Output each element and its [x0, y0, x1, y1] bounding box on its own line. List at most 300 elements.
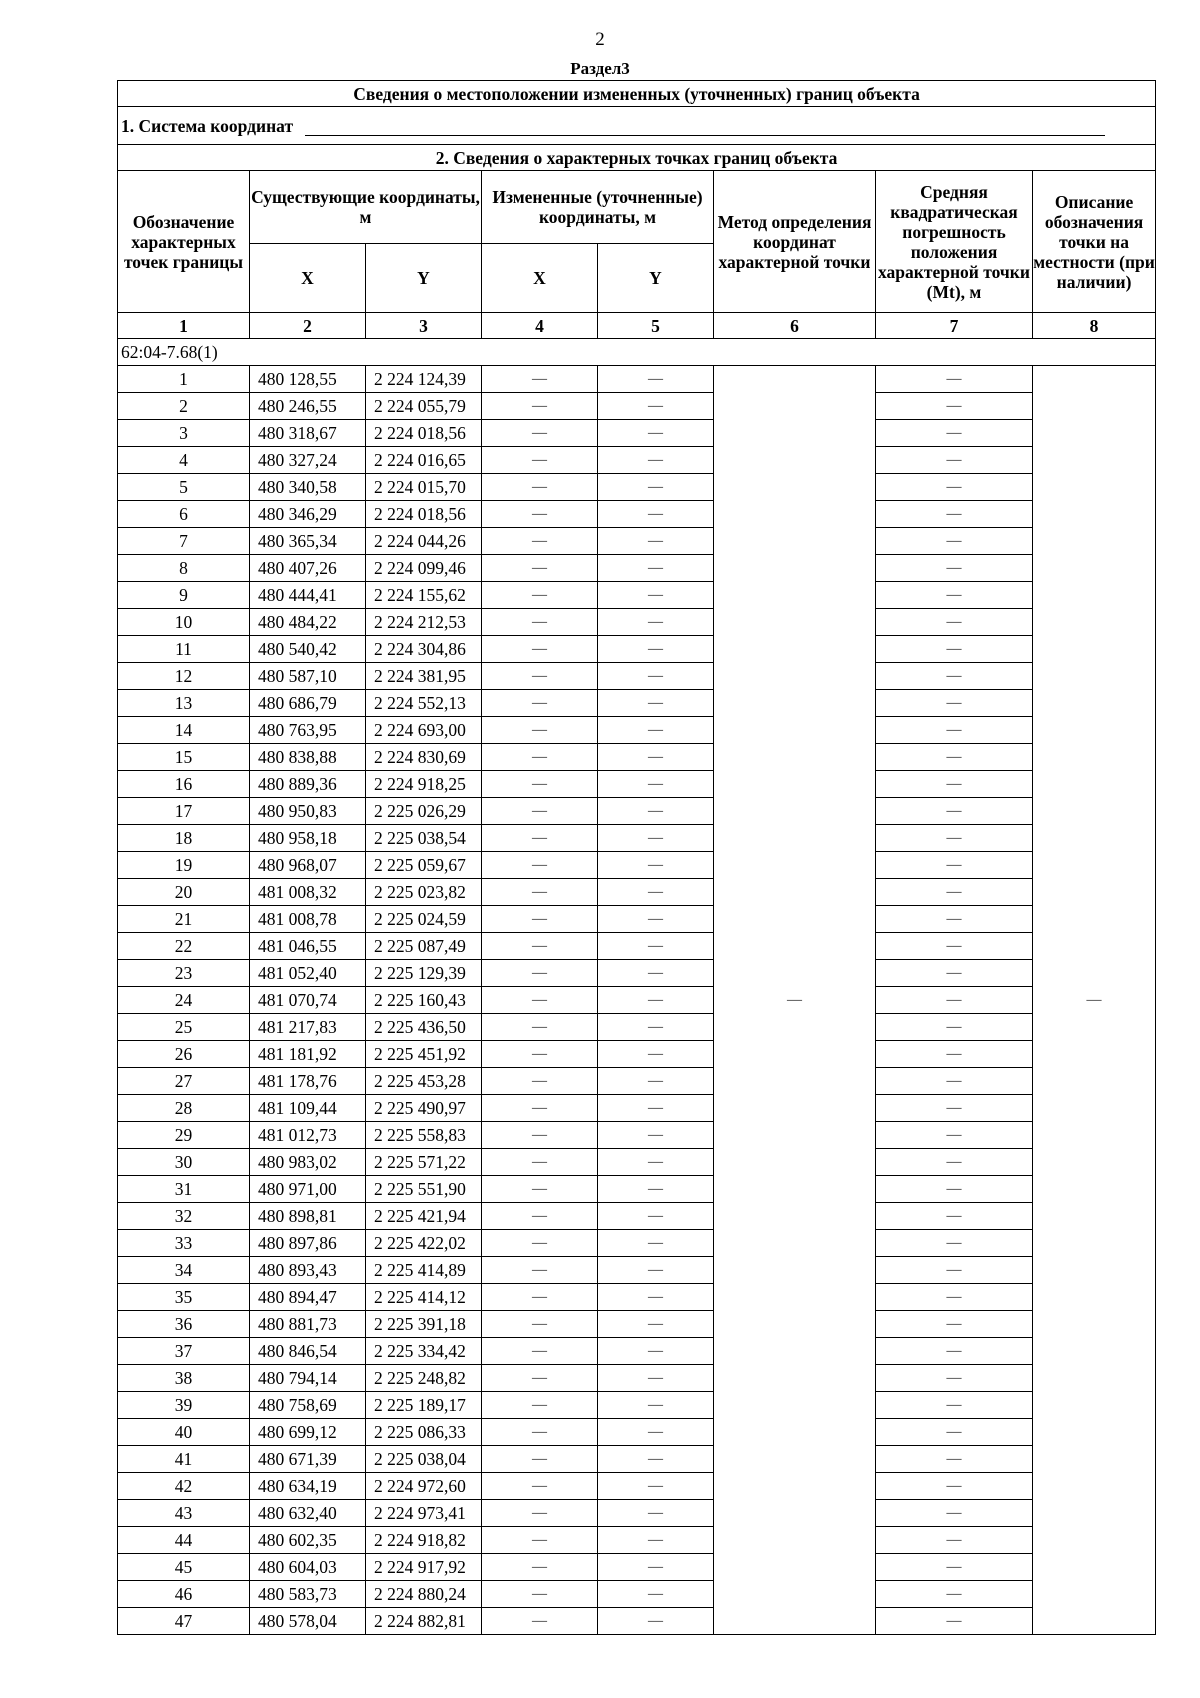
- changed-x-value: —: [482, 1581, 598, 1608]
- changed-y-value: —: [598, 366, 714, 393]
- point-number: 8: [118, 555, 250, 582]
- existing-x-value: 480 246,55: [250, 393, 366, 420]
- existing-y-value: 2 225 558,83: [366, 1122, 482, 1149]
- header-existing-x: X: [250, 244, 366, 313]
- changed-y-value: —: [598, 1176, 714, 1203]
- point-number: 27: [118, 1068, 250, 1095]
- point-number: 30: [118, 1149, 250, 1176]
- existing-y-value: 2 225 087,49: [366, 933, 482, 960]
- changed-x-value: —: [482, 366, 598, 393]
- point-number: 11: [118, 636, 250, 663]
- error-value: —: [876, 852, 1033, 879]
- table-row: [118, 1554, 1156, 1581]
- changed-y-value: —: [598, 1014, 714, 1041]
- existing-y-value: 2 225 038,04: [366, 1446, 482, 1473]
- points-section-title: 2. Сведения о характерных точках границ объекта: [118, 145, 1156, 171]
- point-number: 31: [118, 1176, 250, 1203]
- error-value: —: [876, 1392, 1033, 1419]
- changed-x-value: —: [482, 1257, 598, 1284]
- boundary-points-table: [117, 80, 1156, 1635]
- header-changed-x: X: [482, 244, 598, 313]
- error-value: —: [876, 555, 1033, 582]
- existing-x-value: 481 178,76: [250, 1068, 366, 1095]
- changed-y-value: —: [598, 582, 714, 609]
- existing-y-value: 2 224 693,00: [366, 717, 482, 744]
- coordinate-system-row: [118, 107, 1156, 145]
- changed-x-value: —: [482, 1446, 598, 1473]
- changed-y-value: —: [598, 1473, 714, 1500]
- page-number: 2: [595, 29, 605, 50]
- changed-x-value: —: [482, 1176, 598, 1203]
- error-value: —: [876, 879, 1033, 906]
- existing-x-value: 480 950,83: [250, 798, 366, 825]
- header-changed-y: Y: [598, 244, 714, 313]
- table-row: [118, 1446, 1156, 1473]
- existing-y-value: 2 225 248,82: [366, 1365, 482, 1392]
- point-number: 25: [118, 1014, 250, 1041]
- existing-y-value: 2 225 189,17: [366, 1392, 482, 1419]
- table-row: [118, 1095, 1156, 1122]
- changed-y-value: —: [598, 1527, 714, 1554]
- existing-x-value: 481 070,74: [250, 987, 366, 1014]
- existing-x-value: 480 587,10: [250, 663, 366, 690]
- existing-x-value: 480 407,26: [250, 555, 366, 582]
- existing-y-value: 2 225 414,12: [366, 1284, 482, 1311]
- error-value: —: [876, 582, 1033, 609]
- changed-x-value: —: [482, 528, 598, 555]
- changed-y-value: —: [598, 987, 714, 1014]
- point-number: 34: [118, 1257, 250, 1284]
- existing-x-value: 480 578,04: [250, 1608, 366, 1635]
- existing-x-value: 480 604,03: [250, 1554, 366, 1581]
- point-number: 9: [118, 582, 250, 609]
- changed-y-value: —: [598, 1230, 714, 1257]
- changed-y-value: —: [598, 663, 714, 690]
- changed-y-value: —: [598, 1554, 714, 1581]
- error-value: —: [876, 1176, 1033, 1203]
- error-value: —: [876, 528, 1033, 555]
- point-number: 3: [118, 420, 250, 447]
- point-number: 1: [118, 366, 250, 393]
- changed-y-value: —: [598, 1581, 714, 1608]
- point-number: 35: [118, 1284, 250, 1311]
- error-value: —: [876, 933, 1033, 960]
- point-number: 28: [118, 1095, 250, 1122]
- existing-y-value: 2 225 571,22: [366, 1149, 482, 1176]
- error-value: —: [876, 663, 1033, 690]
- column-number: 7: [876, 313, 1033, 339]
- changed-x-value: —: [482, 555, 598, 582]
- point-number: 15: [118, 744, 250, 771]
- point-number: 6: [118, 501, 250, 528]
- point-number: 39: [118, 1392, 250, 1419]
- changed-x-value: —: [482, 717, 598, 744]
- table-row: [118, 1338, 1156, 1365]
- table-row: [118, 555, 1156, 582]
- table-row: [118, 1500, 1156, 1527]
- existing-y-value: 2 225 086,33: [366, 1419, 482, 1446]
- table-row: [118, 1041, 1156, 1068]
- header-method: Метод определения координат характерной точки: [714, 171, 876, 313]
- changed-x-value: —: [482, 987, 598, 1014]
- existing-y-value: 2 224 212,53: [366, 609, 482, 636]
- existing-x-value: 480 846,54: [250, 1338, 366, 1365]
- point-number: 45: [118, 1554, 250, 1581]
- point-number: 37: [118, 1338, 250, 1365]
- table-row: [118, 1392, 1156, 1419]
- table-row: [118, 1122, 1156, 1149]
- existing-x-value: 480 634,19: [250, 1473, 366, 1500]
- existing-x-value: 480 889,36: [250, 771, 366, 798]
- error-value: —: [876, 1365, 1033, 1392]
- coordinate-system-label: 1. Система координат: [121, 115, 294, 136]
- existing-y-value: 2 224 880,24: [366, 1581, 482, 1608]
- changed-x-value: —: [482, 906, 598, 933]
- error-value: —: [876, 1311, 1033, 1338]
- changed-y-value: —: [598, 609, 714, 636]
- error-value: —: [876, 1554, 1033, 1581]
- point-number: 13: [118, 690, 250, 717]
- existing-x-value: 481 046,55: [250, 933, 366, 960]
- point-number: 10: [118, 609, 250, 636]
- existing-y-value: 2 224 917,92: [366, 1554, 482, 1581]
- changed-x-value: —: [482, 1473, 598, 1500]
- changed-x-value: —: [482, 1500, 598, 1527]
- error-value: —: [876, 1581, 1033, 1608]
- existing-y-value: 2 225 059,67: [366, 852, 482, 879]
- changed-x-value: —: [482, 474, 598, 501]
- changed-y-value: —: [598, 1149, 714, 1176]
- point-number: 29: [118, 1122, 250, 1149]
- changed-y-value: —: [598, 1446, 714, 1473]
- table-row: [118, 636, 1156, 663]
- existing-x-value: 481 008,32: [250, 879, 366, 906]
- changed-y-value: —: [598, 1041, 714, 1068]
- changed-x-value: —: [482, 1041, 598, 1068]
- point-number: 40: [118, 1419, 250, 1446]
- point-number: 33: [118, 1230, 250, 1257]
- error-value: —: [876, 1284, 1033, 1311]
- existing-x-value: 481 012,73: [250, 1122, 366, 1149]
- changed-y-value: —: [598, 1392, 714, 1419]
- table-row: [118, 798, 1156, 825]
- changed-y-value: —: [598, 744, 714, 771]
- point-number: 2: [118, 393, 250, 420]
- coordinate-system-underline: [305, 120, 1105, 136]
- changed-x-value: —: [482, 1527, 598, 1554]
- existing-x-value: 481 217,83: [250, 1014, 366, 1041]
- existing-x-value: 480 958,18: [250, 825, 366, 852]
- error-value: —: [876, 717, 1033, 744]
- changed-x-value: —: [482, 933, 598, 960]
- existing-y-value: 2 224 830,69: [366, 744, 482, 771]
- point-number: 12: [118, 663, 250, 690]
- existing-x-value: 480 318,67: [250, 420, 366, 447]
- error-value: —: [876, 1257, 1033, 1284]
- point-number: 18: [118, 825, 250, 852]
- changed-y-value: —: [598, 501, 714, 528]
- changed-x-value: —: [482, 1608, 598, 1635]
- existing-x-value: 480 758,69: [250, 1392, 366, 1419]
- table-row: [118, 879, 1156, 906]
- table-row: [118, 825, 1156, 852]
- point-number: 16: [118, 771, 250, 798]
- changed-y-value: —: [598, 393, 714, 420]
- existing-x-value: 480 540,42: [250, 636, 366, 663]
- point-number: 44: [118, 1527, 250, 1554]
- changed-y-value: —: [598, 447, 714, 474]
- existing-y-value: 2 224 018,56: [366, 501, 482, 528]
- table-row: [118, 366, 1156, 393]
- existing-y-value: 2 224 018,56: [366, 420, 482, 447]
- error-value: —: [876, 1473, 1033, 1500]
- existing-y-value: 2 225 023,82: [366, 879, 482, 906]
- existing-y-value: 2 225 026,29: [366, 798, 482, 825]
- existing-x-value: 480 583,73: [250, 1581, 366, 1608]
- changed-x-value: —: [482, 879, 598, 906]
- column-number: 3: [366, 313, 482, 339]
- table-row: [118, 1068, 1156, 1095]
- point-number: 41: [118, 1446, 250, 1473]
- point-number: 21: [118, 906, 250, 933]
- point-number: 14: [118, 717, 250, 744]
- error-value: —: [876, 1527, 1033, 1554]
- table-row: [118, 744, 1156, 771]
- header-existing-y: Y: [366, 244, 482, 313]
- error-value: —: [876, 1203, 1033, 1230]
- changed-x-value: —: [482, 825, 598, 852]
- existing-x-value: 480 346,29: [250, 501, 366, 528]
- existing-y-value: 2 224 055,79: [366, 393, 482, 420]
- error-value: —: [876, 1068, 1033, 1095]
- changed-x-value: —: [482, 1122, 598, 1149]
- error-value: —: [876, 771, 1033, 798]
- table-row: [118, 987, 1156, 1014]
- point-number: 5: [118, 474, 250, 501]
- column-number: 2: [250, 313, 366, 339]
- existing-y-value: 2 225 129,39: [366, 960, 482, 987]
- table-row: [118, 501, 1156, 528]
- existing-x-value: 480 881,73: [250, 1311, 366, 1338]
- point-number: 47: [118, 1608, 250, 1635]
- table-row: [118, 582, 1156, 609]
- changed-y-value: —: [598, 636, 714, 663]
- changed-x-value: —: [482, 663, 598, 690]
- existing-x-value: 480 968,07: [250, 852, 366, 879]
- error-value: —: [876, 501, 1033, 528]
- existing-x-value: 480 671,39: [250, 1446, 366, 1473]
- table-row: [118, 690, 1156, 717]
- changed-x-value: —: [482, 447, 598, 474]
- changed-y-value: —: [598, 1419, 714, 1446]
- column-number: 1: [118, 313, 250, 339]
- error-value: —: [876, 1122, 1033, 1149]
- changed-y-value: —: [598, 798, 714, 825]
- changed-y-value: —: [598, 933, 714, 960]
- table-row: [118, 1473, 1156, 1500]
- method-value: —: [714, 366, 876, 1635]
- existing-y-value: 2 224 155,62: [366, 582, 482, 609]
- changed-x-value: —: [482, 771, 598, 798]
- changed-x-value: —: [482, 1014, 598, 1041]
- error-value: —: [876, 474, 1033, 501]
- existing-y-value: 2 225 160,43: [366, 987, 482, 1014]
- changed-x-value: —: [482, 420, 598, 447]
- existing-y-value: 2 224 044,26: [366, 528, 482, 555]
- existing-y-value: 2 224 882,81: [366, 1608, 482, 1635]
- existing-x-value: 480 838,88: [250, 744, 366, 771]
- table-row: [118, 1230, 1156, 1257]
- point-number: 38: [118, 1365, 250, 1392]
- existing-x-value: 480 484,22: [250, 609, 366, 636]
- point-number: 7: [118, 528, 250, 555]
- column-number: 6: [714, 313, 876, 339]
- table-row: [118, 474, 1156, 501]
- existing-x-value: 480 128,55: [250, 366, 366, 393]
- error-value: —: [876, 1419, 1033, 1446]
- table-row: [118, 447, 1156, 474]
- existing-x-value: 481 109,44: [250, 1095, 366, 1122]
- point-number: 23: [118, 960, 250, 987]
- header-error: Средняя квадратическая погрешность положения характерной точки (Mt), м: [876, 171, 1033, 313]
- changed-x-value: —: [482, 960, 598, 987]
- column-number: 8: [1033, 313, 1156, 339]
- changed-x-value: —: [482, 1311, 598, 1338]
- changed-x-value: —: [482, 636, 598, 663]
- error-value: —: [876, 366, 1033, 393]
- changed-y-value: —: [598, 1257, 714, 1284]
- point-number: 24: [118, 987, 250, 1014]
- changed-x-value: —: [482, 1068, 598, 1095]
- existing-y-value: 2 225 334,42: [366, 1338, 482, 1365]
- existing-x-value: 480 686,79: [250, 690, 366, 717]
- table-row: [118, 1608, 1156, 1635]
- error-value: —: [876, 1608, 1033, 1635]
- error-value: —: [876, 906, 1033, 933]
- error-value: —: [876, 1149, 1033, 1176]
- changed-x-value: —: [482, 1230, 598, 1257]
- error-value: —: [876, 609, 1033, 636]
- header-designation: Обозначение характерных точек границы: [118, 171, 250, 313]
- error-value: —: [876, 636, 1033, 663]
- changed-y-value: —: [598, 771, 714, 798]
- existing-x-value: 480 602,35: [250, 1527, 366, 1554]
- point-number: 26: [118, 1041, 250, 1068]
- table-row: [118, 1203, 1156, 1230]
- existing-x-value: 481 181,92: [250, 1041, 366, 1068]
- table-row: [118, 663, 1156, 690]
- existing-y-value: 2 225 038,54: [366, 825, 482, 852]
- existing-y-value: 2 224 918,25: [366, 771, 482, 798]
- existing-x-value: 480 327,24: [250, 447, 366, 474]
- existing-x-value: 480 983,02: [250, 1149, 366, 1176]
- changed-x-value: —: [482, 393, 598, 420]
- changed-x-value: —: [482, 1149, 598, 1176]
- table-row: [118, 609, 1156, 636]
- table-row: [118, 771, 1156, 798]
- existing-x-value: 480 794,14: [250, 1365, 366, 1392]
- changed-x-value: —: [482, 852, 598, 879]
- column-number: 4: [482, 313, 598, 339]
- error-value: —: [876, 1041, 1033, 1068]
- changed-y-value: —: [598, 1122, 714, 1149]
- point-number: 17: [118, 798, 250, 825]
- error-value: —: [876, 960, 1033, 987]
- table-row: [118, 1257, 1156, 1284]
- point-number: 42: [118, 1473, 250, 1500]
- point-number: 22: [118, 933, 250, 960]
- table-row: [118, 393, 1156, 420]
- header-existing-coords: Существующие координаты, м: [250, 171, 482, 244]
- table-row: [118, 960, 1156, 987]
- existing-y-value: 2 224 016,65: [366, 447, 482, 474]
- existing-y-value: 2 225 490,97: [366, 1095, 482, 1122]
- changed-x-value: —: [482, 690, 598, 717]
- header-changed-coords: Измененные (уточненные) координаты, м: [482, 171, 714, 244]
- table-row: [118, 1176, 1156, 1203]
- error-value: —: [876, 1338, 1033, 1365]
- contour-label: 62:04-7.68(1): [118, 339, 1156, 366]
- changed-x-value: —: [482, 744, 598, 771]
- existing-x-value: 481 008,78: [250, 906, 366, 933]
- section-title: Раздел3: [570, 59, 630, 78]
- existing-x-value: 480 898,81: [250, 1203, 366, 1230]
- description-value: —: [1033, 366, 1156, 1635]
- existing-y-value: 2 225 551,90: [366, 1176, 482, 1203]
- changed-y-value: —: [598, 528, 714, 555]
- error-value: —: [876, 1230, 1033, 1257]
- column-number: 5: [598, 313, 714, 339]
- changed-y-value: —: [598, 852, 714, 879]
- changed-y-value: —: [598, 1284, 714, 1311]
- changed-y-value: —: [598, 906, 714, 933]
- table-row: [118, 852, 1156, 879]
- changed-y-value: —: [598, 960, 714, 987]
- table-row: [118, 1014, 1156, 1041]
- error-value: —: [876, 987, 1033, 1014]
- existing-y-value: 2 224 099,46: [366, 555, 482, 582]
- error-value: —: [876, 1500, 1033, 1527]
- existing-y-value: 2 225 453,28: [366, 1068, 482, 1095]
- error-value: —: [876, 1014, 1033, 1041]
- error-value: —: [876, 1095, 1033, 1122]
- changed-y-value: —: [598, 825, 714, 852]
- table-row: [118, 933, 1156, 960]
- error-value: —: [876, 447, 1033, 474]
- existing-x-value: 480 444,41: [250, 582, 366, 609]
- changed-y-value: —: [598, 717, 714, 744]
- table-row: [118, 717, 1156, 744]
- existing-y-value: 2 224 552,13: [366, 690, 482, 717]
- existing-y-value: 2 225 024,59: [366, 906, 482, 933]
- error-value: —: [876, 798, 1033, 825]
- table-row: [118, 1149, 1156, 1176]
- existing-x-value: 480 365,34: [250, 528, 366, 555]
- point-number: 46: [118, 1581, 250, 1608]
- existing-y-value: 2 224 972,60: [366, 1473, 482, 1500]
- changed-y-value: —: [598, 1095, 714, 1122]
- table-row: [118, 420, 1156, 447]
- changed-y-value: —: [598, 420, 714, 447]
- changed-y-value: —: [598, 1608, 714, 1635]
- existing-y-value: 2 225 436,50: [366, 1014, 482, 1041]
- changed-x-value: —: [482, 1419, 598, 1446]
- table-row: [118, 906, 1156, 933]
- changed-y-value: —: [598, 1068, 714, 1095]
- existing-y-value: 2 225 391,18: [366, 1311, 482, 1338]
- changed-x-value: —: [482, 798, 598, 825]
- existing-y-value: 2 224 381,95: [366, 663, 482, 690]
